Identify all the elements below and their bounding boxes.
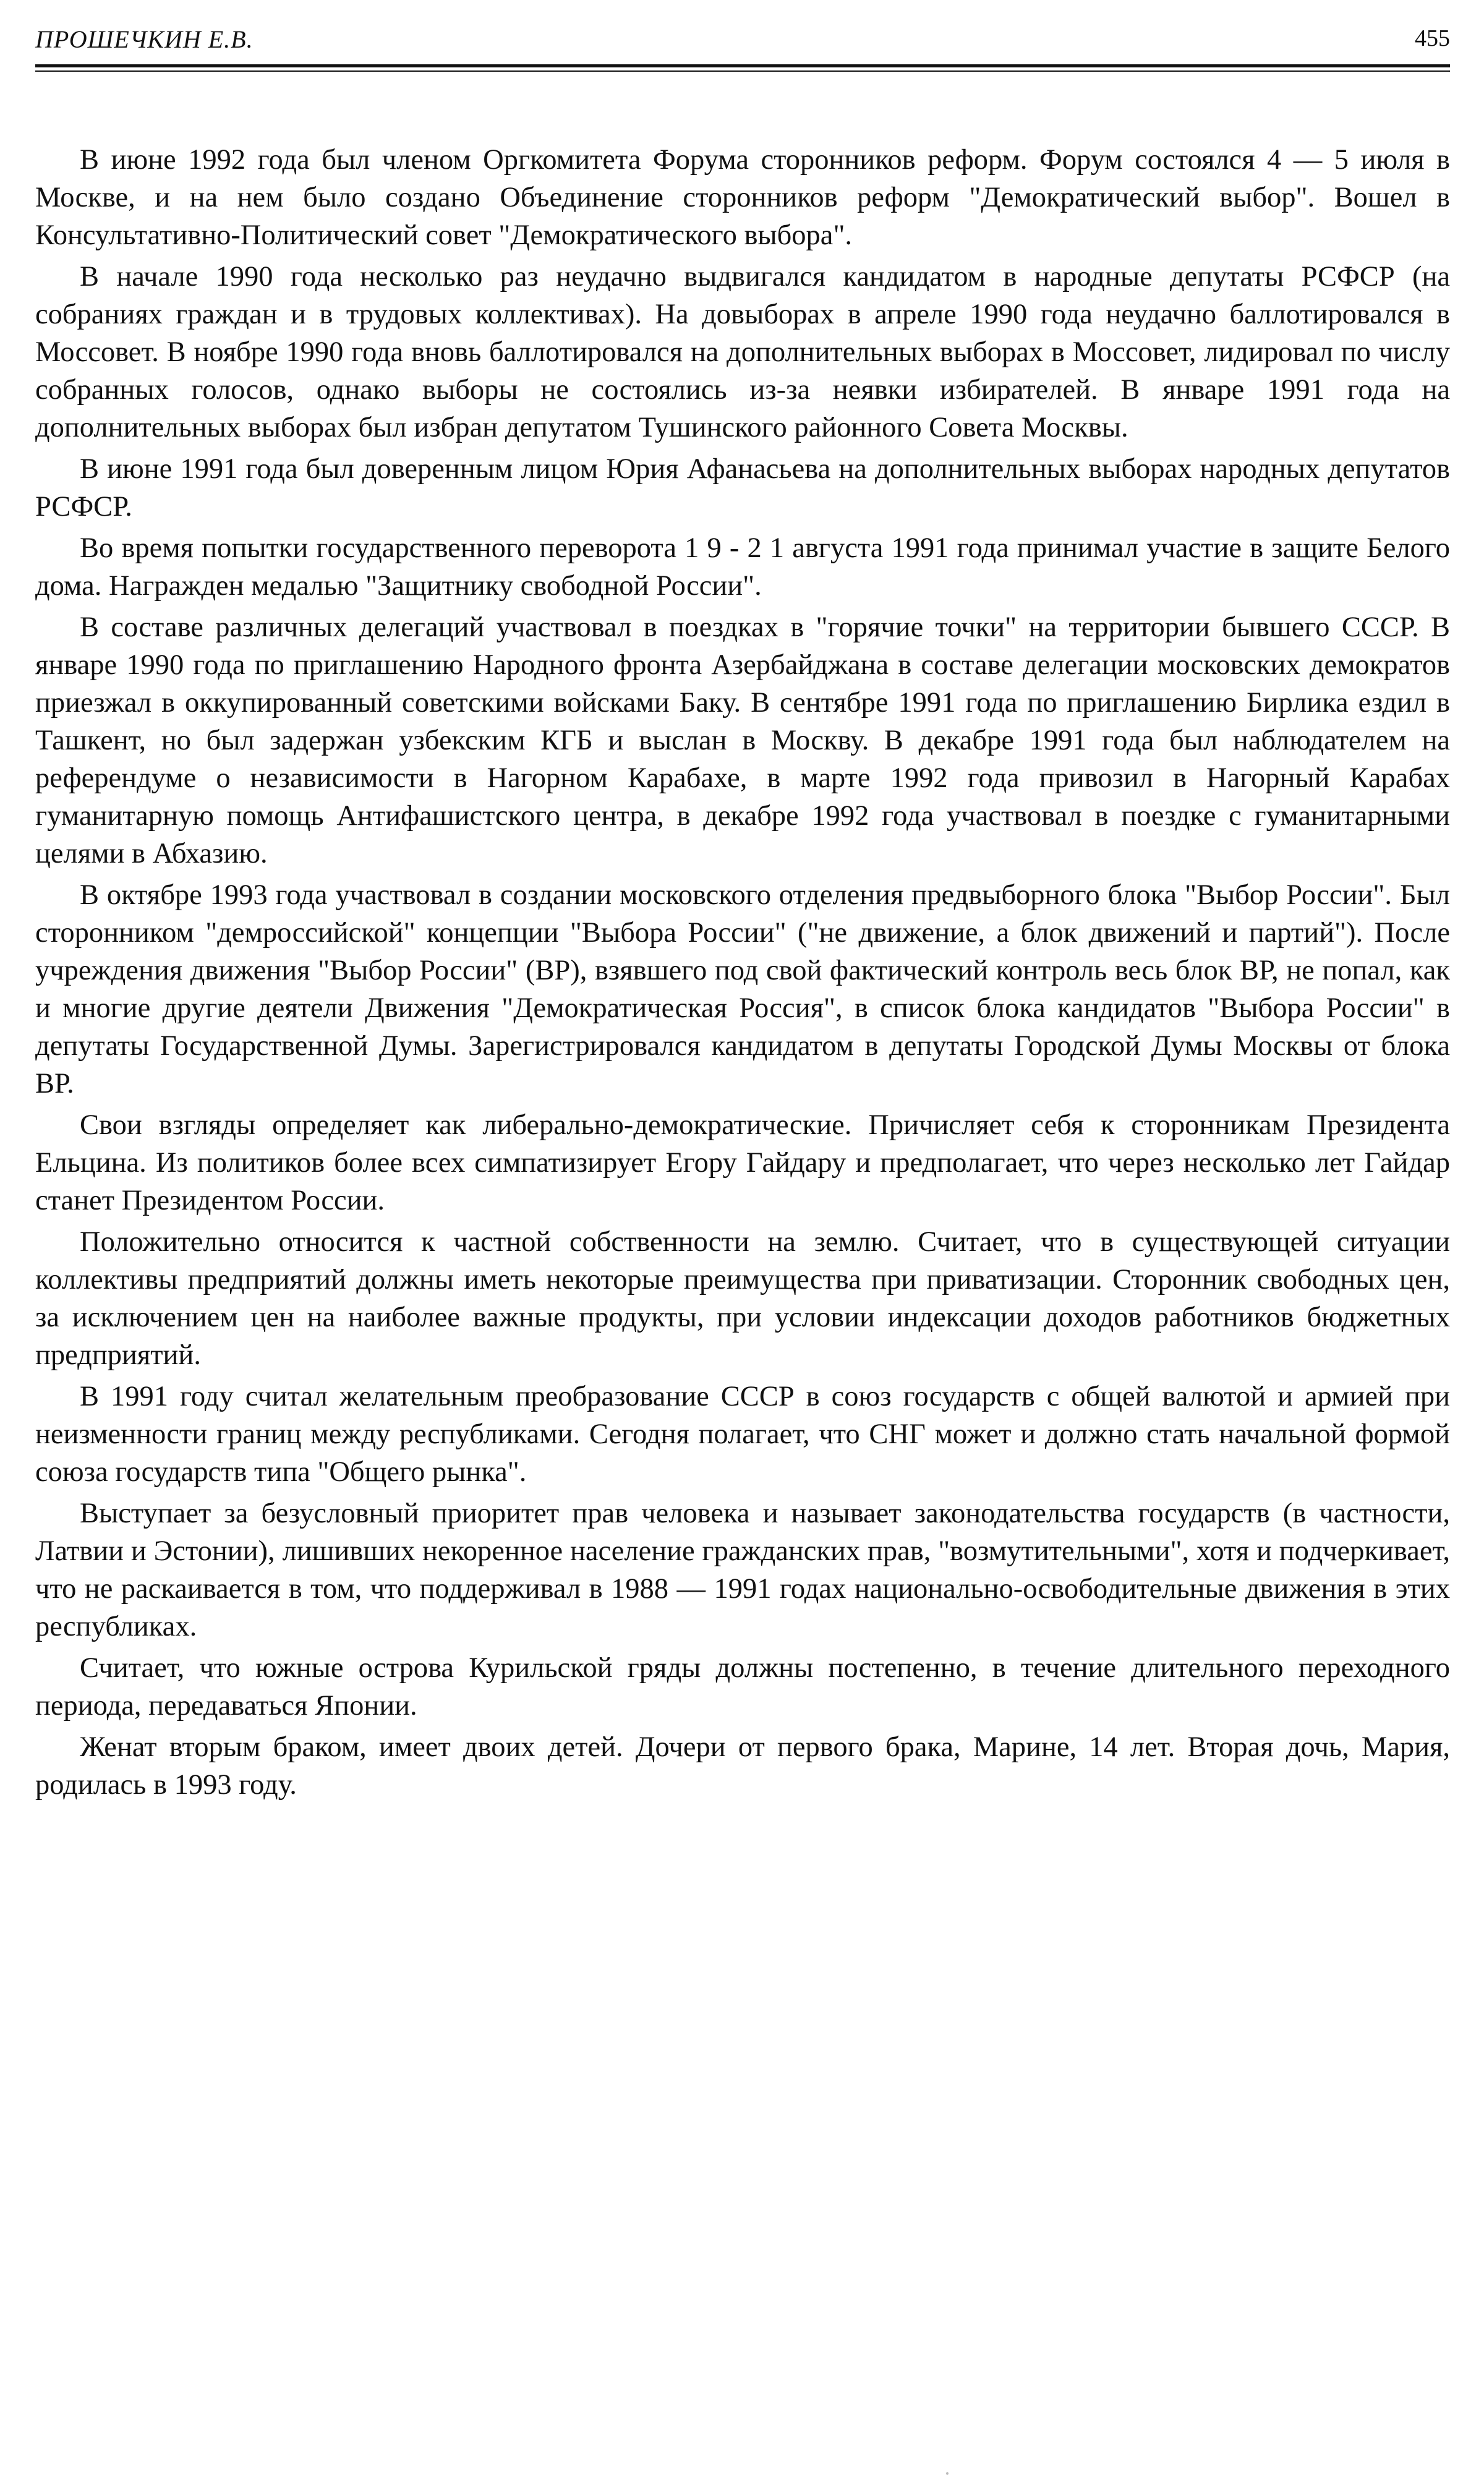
paragraph-afanasyev: В июне 1991 года был доверенным лицом Юрия Афанасьева на дополнительных выборах народных депутатов РСФСР. [35,453,1450,523]
paragraph-vybor-rossii: В октябре 1993 года участвовал в создании московского отделения предвыборного блока "Выбор России". Был сторонником "демроссийской" концепции "Выбора России" ("не движение, а блок движений и партий"). После учреждения движения "Выбор России" (ВР), взявшего под свой фактический контроль весь блок ВР, не попал, как и многие другие деятели Движения "Демократическая Россия", в список блока кандидатов "Выбора России" в депутаты Государственной Думы. Зарегистрировался кандидатом в депутаты Городской Думы Москвы от блока ВР. [35,879,1450,1099]
header-rule-thick [35,64,1450,67]
article-body [35,141,1450,1807]
paragraph-orgcommittee: В июне 1992 года был членом Оргкомитета Форума сторонников реформ. Форум состоялся 4 — 5 июля в Москве, и на нем было создано Объединение сторонников реформ "Демократический выбор". Вошел в Консультативно-Политический совет "Демократического выбора". [35,144,1450,251]
header-rule-thin [35,70,1450,72]
paragraph-white-house: Во время попытки государственного переворота 1 9 - 2 1 августа 1991 года принимал участие в защите Белого дома. Награжден медалью "Защитнику свободной России". [35,532,1450,602]
paragraph-human-rights: Выступает за безусловный приоритет прав человека и называет законодательства государств (в частности, Латвии и Эстонии), лишивших некоренное население гражданских прав, "возмутительными", хотя и подчеркивает, что не раскаивается в том, что поддерживал в 1988 — 1991 годах национально-освободительные движения в этих республиках. [35,1498,1450,1642]
paragraph-property: Положительно относится к частной собственности на землю. Считает, что в существующей ситуации коллективы предприятий должны иметь некоторые преимущества при приватизации. Сторонник свободных цен, за исключением цен на наиболее важные продукты, при условии индексации доходов работников бюджетных предприятий. [35,1226,1450,1371]
paragraph-views: Свои взгляды определяет как либерально-демократические. Причисляет себя к сторонникам Президента Ельцина. Из политиков более всех симпатизирует Егору Гайдару и предполагает, что через несколько лет Гайдар станет Президентом России. [35,1109,1450,1216]
paragraph-family: Женат вторым браком, имеет двоих детей. Дочери от первого брака, Марине, 14 лет. Вторая дочь, Мария, родилась в 1993 году. [35,1731,1450,1801]
running-header [35,19,1450,62]
paragraph-hot-spots: В составе различных делегаций участвовал в поездках в "горячие точки" на территории бывшего СССР. В январе 1990 года по приглашению Народного фронта Азербайджана в составе делегации московских демократов приезжал в оккупированный советскими войсками Баку. В сентябре 1991 года по приглашению Бирлика ездил в Ташкент, но был задержан узбекским КГБ и выслан в Москву. В декабре 1991 года был наблюдателем на референдуме о независимости в Нагорном Карабахе, в марте 1992 года привозил в Нагорный Карабах гуманитарную помощь Антифашистского центра, в декабре 1992 года участвовал в поездке с гуманитарными целями в Абхазию. [35,612,1450,869]
paragraph-elections-1990: В начале 1990 года несколько раз неудачно выдвигался кандидатом в народные депутаты РСФСР (на собраниях граждан и в трудовых коллективах). На довыборах в апреле 1990 года неудачно баллотировался в Моссовет. В ноябре 1990 года вновь баллотировался на дополнительных выборах в Моссовет, лидировал по числу собранных голосов, однако выборы не состоялись из-за неявки избирателей. В январе 1991 года на дополнительных выборах был избран депутатом Тушинского районного Совета Москвы. [35,261,1450,443]
header-author: ПРОШЕЧКИН Е.В. [35,25,254,53]
paragraph-kuril-islands: Считает, что южные острова Курильской гряды должны постепенно, в течение длительного переходного периода, передаваться Японии. [35,1652,1450,1722]
scan-speck [946,2472,949,2475]
page-number: 455 [1415,25,1450,51]
paragraph-ussr-cis: В 1991 году считал желательным преобразование СССР в союз государств с общей валютой и армией при неизменности границ между республиками. Сегодня полагает, что СНГ может и должно стать начальной формой союза государств типа "Общего рынка". [35,1381,1450,1488]
